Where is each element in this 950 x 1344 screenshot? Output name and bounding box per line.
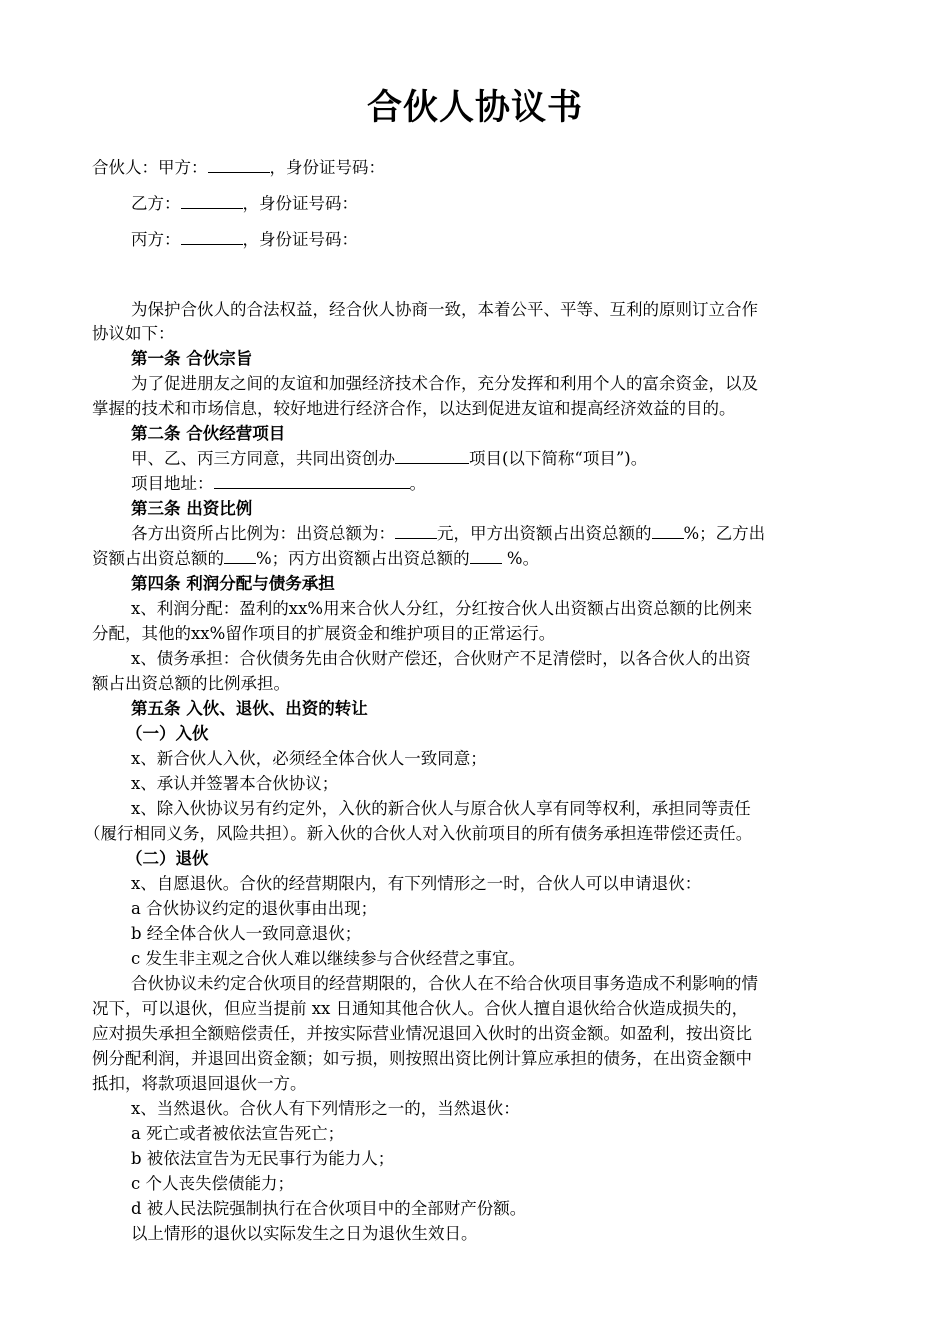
- join-subheading: （一）入伙: [126, 724, 209, 743]
- withdraw-case-c: c 发生非主观之合伙人难以继续参与合伙经营之事宜。: [131, 949, 525, 968]
- article-3-text-b: 元，甲方出资额占出资总额的: [437, 524, 652, 543]
- join-item-2: x、承认并签署本合伙协议；: [131, 774, 339, 793]
- article-2-text-b: 项目(以下简称“项目”)。: [469, 449, 648, 468]
- auto-case-c: c 个人丧失偿债能力；: [131, 1174, 294, 1193]
- article-3-line-2: [92, 547, 539, 571]
- party-jia-id-label: ，身份证号码：: [269, 158, 385, 177]
- article-4-heading: 第四条 利润分配与债务承担: [131, 574, 335, 593]
- party-yi-id-label: ，身份证号码：: [242, 194, 358, 213]
- intro-line-2: 协议如下：: [92, 324, 175, 343]
- article-1-line-2: 掌握的技术和市场信息，较好地进行经济合作，以达到促进友谊和提高经济效益的目的。: [92, 399, 736, 418]
- join-item-3-line-1: x、除入伙协议另有约定外，入伙的新合伙人与原合伙人享有同等权利，承担同等责任: [131, 799, 751, 818]
- party-jia-label: 甲方：: [158, 158, 208, 177]
- article-2-text-a: 甲、乙、丙三方同意，共同出资创办: [131, 449, 395, 468]
- party-jia-line: [92, 156, 385, 180]
- article-4-p2-line-1: x、债务承担：合伙债务先由合伙财产偿还，合伙财产不足清偿时，以各合伙人的出资: [131, 649, 751, 668]
- project-address-label: 项目地址：: [131, 474, 214, 493]
- yi-ratio-blank[interactable]: [224, 547, 256, 564]
- project-address-end: 。: [409, 474, 426, 493]
- withdraw-para-line-3: 应对损失承担全额赔偿责任，并按实际营业情况退回入伙时的出资金额。如盈利，按出资比: [92, 1024, 752, 1043]
- withdraw-para-line-5: 抵扣，将款项退回退伙一方。: [92, 1074, 307, 1093]
- withdraw-subheading: （二）退伙: [126, 849, 209, 868]
- article-3-text-f: %。: [501, 549, 540, 568]
- party-yi-line: [131, 192, 358, 216]
- article-4-p2-line-2: 额占出资总额的比例承担。: [92, 674, 290, 693]
- article-3-text-a: 各方出资所占比例为：出资总额为：: [131, 524, 395, 543]
- party-bing-label: 丙方：: [131, 230, 181, 249]
- project-address-line: [131, 472, 426, 496]
- party-bing-line: [131, 228, 358, 252]
- withdraw-effective-date: 以上情形的退伙以实际发生之日为退伙生效日。: [131, 1224, 478, 1243]
- article-1-line-1: 为了促进朋友之间的友谊和加强经济技术合作，充分发挥和利用个人的富余资金，以及: [131, 374, 758, 393]
- withdraw-para-line-4: 例分配利润，并退回出资金额；如亏损，则按照出资比例计算应承担的债务，在出资金额中: [92, 1049, 752, 1068]
- auto-case-d: d 被人民法院强制执行在合伙项目中的全部财产份额。: [131, 1199, 527, 1218]
- article-3-text-c: %；乙方出: [683, 524, 766, 543]
- withdraw-case-a: a 合伙协议约定的退伙事由出现；: [131, 899, 378, 918]
- party-bing-id-label: ，身份证号码：: [242, 230, 358, 249]
- join-item-1: x、新合伙人入伙，必须经全体合伙人一致同意；: [131, 749, 487, 768]
- project-address-blank[interactable]: [214, 472, 410, 489]
- article-5-heading: 第五条 入伙、退伙、出资的转让: [131, 699, 368, 718]
- auto-case-b: b 被依法宣告为无民事行为能力人；: [131, 1149, 395, 1168]
- party-yi-blank[interactable]: [181, 192, 243, 209]
- page-title: 合伙人协议书: [366, 88, 583, 128]
- withdraw-para-line-2: 况下，可以退伙，但应当提前 xx 日通知其他合伙人。合伙人擅自退伙给合伙造成损失的，: [92, 999, 749, 1018]
- party-bing-blank[interactable]: [181, 228, 243, 245]
- jia-ratio-blank[interactable]: [652, 522, 684, 539]
- article-4-p1-line-2: 分配，其他的xx%留作项目的扩展资金和维护项目的正常运行。: [92, 624, 556, 643]
- intro-line-1: 为保护合伙人的合法权益，经合伙人协商一致，本着公平、平等、互利的原则订立合作: [131, 300, 758, 319]
- article-3-line-1: [131, 522, 765, 546]
- article-2-heading: 第二条 合伙经营项目: [131, 424, 286, 443]
- article-3-text-d: 资额占出资总额的: [92, 549, 224, 568]
- withdraw-voluntary: x、自愿退伙。合伙的经营期限内，有下列情形之一时，合伙人可以申请退伙：: [131, 874, 702, 893]
- auto-case-a: a 死亡或者被依法宣告死亡；: [131, 1124, 345, 1143]
- article-2-line-1: [131, 447, 647, 471]
- article-3-heading: 第三条 出资比例: [131, 499, 253, 518]
- article-4-p1-line-1: x、利润分配：盈利的xx%用来合伙人分红，分红按合伙人出资额占出资总额的比例来: [131, 599, 753, 618]
- withdraw-case-b: b 经全体合伙人一致同意退伙；: [131, 924, 362, 943]
- article-1-heading: 第一条 合伙宗旨: [131, 349, 253, 368]
- bing-ratio-blank[interactable]: [470, 547, 502, 564]
- join-item-3-line-2: （履行相同义务，风险共担）。新入伙的合伙人对入伙前项目的所有债务承担连带偿还责任。: [84, 824, 753, 843]
- parties-prefix: 合伙人：: [92, 158, 158, 177]
- article-3-text-e: %；丙方出资额占出资总额的: [256, 549, 470, 568]
- withdraw-para-line-1: 合伙协议未约定合伙项目的经营期限的，合伙人在不给合伙项目事务造成不利影响的情: [131, 974, 758, 993]
- automatic-withdraw: x、当然退伙。合伙人有下列情形之一的，当然退伙：: [131, 1099, 520, 1118]
- total-capital-blank[interactable]: [395, 522, 437, 539]
- party-jia-blank[interactable]: [208, 156, 270, 173]
- party-yi-label: 乙方：: [131, 194, 181, 213]
- project-name-blank[interactable]: [395, 447, 469, 464]
